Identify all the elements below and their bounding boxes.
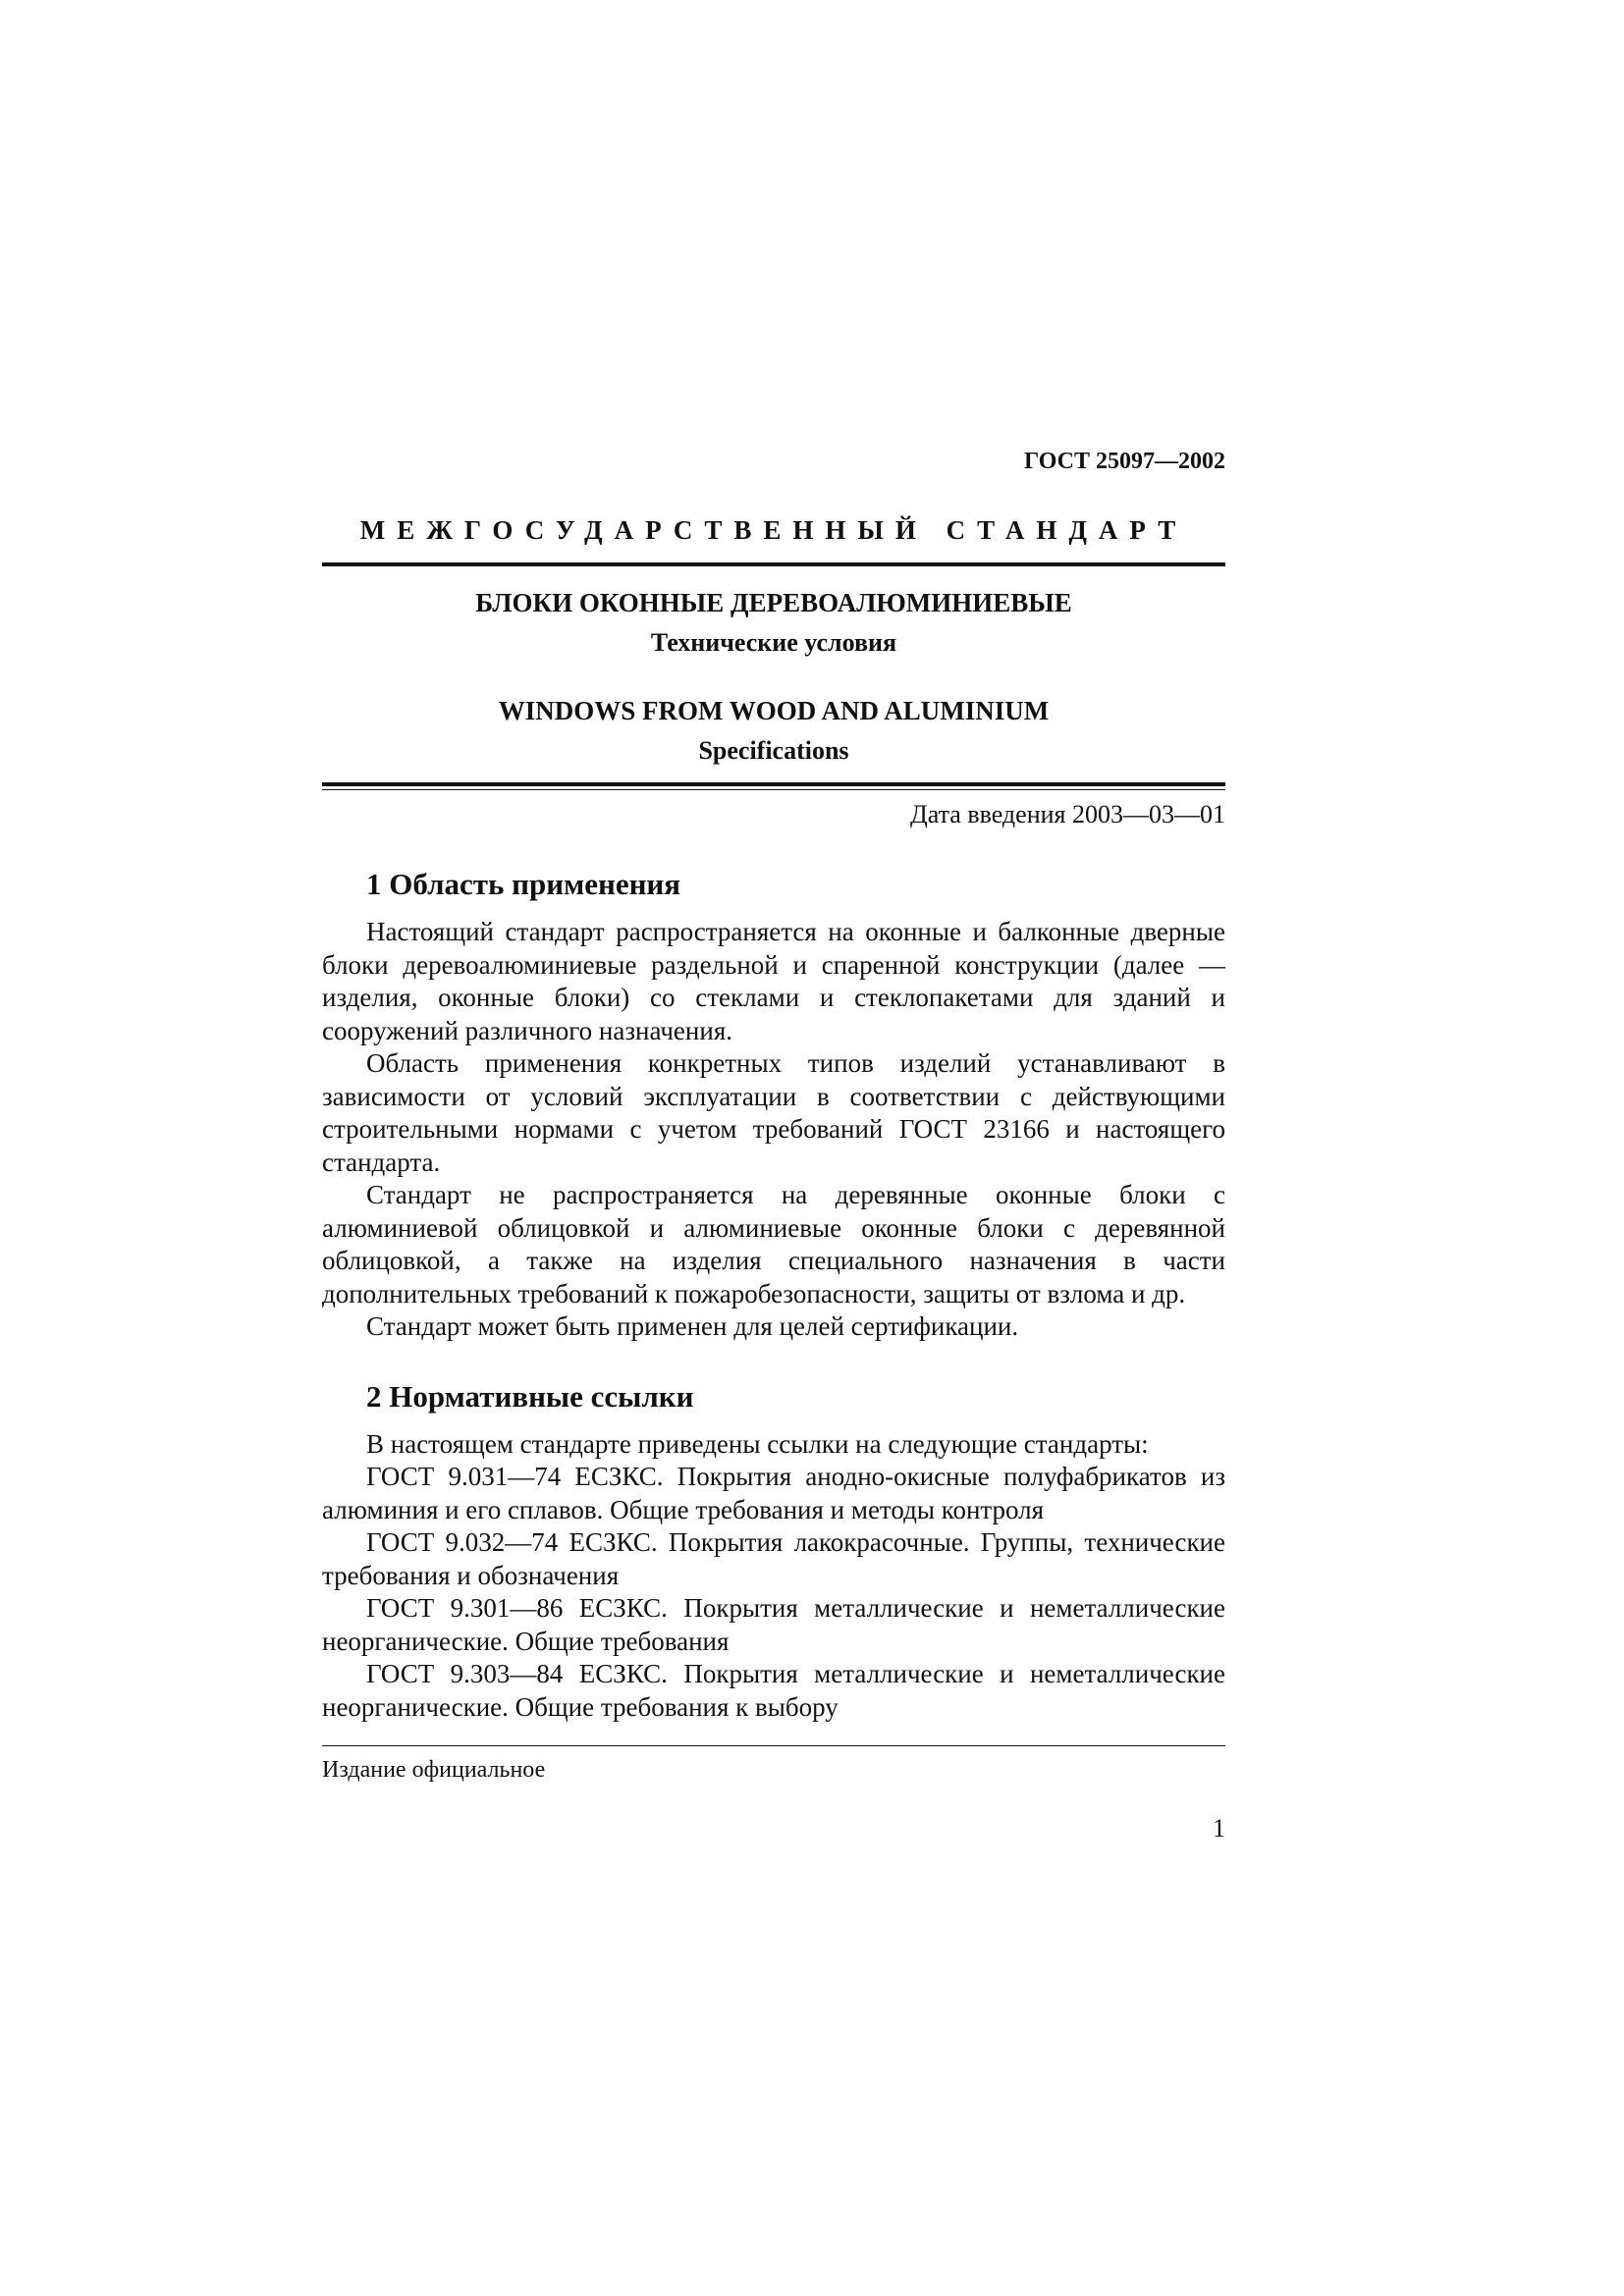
paragraph: В настоящем стандарте приведены ссылки на следующие стандарты:: [366, 1428, 1149, 1459]
reference-item: ГОСТ 9.031—74 ЕСЗКС. Покрытия анодно-окисные полуфабрикатов из алюминия и его сплавов. Общие требования и методы контроля: [322, 1462, 1225, 1524]
reference-item: ГОСТ 9.303—84 ЕСЗКС. Покрытия металлические и неметаллические неорганические. Общие требования к выбору: [322, 1659, 1225, 1722]
title-english: WINDOWS FROM WOOD AND ALUMINIUM: [498, 696, 1050, 725]
footnote-divider: [322, 1745, 1225, 1746]
title-russian: БЛОКИ ОКОННЫЕ ДЕРЕВОАЛЮМИНИЕВЫЕ: [475, 588, 1072, 617]
section-heading: 1 Область применения: [366, 867, 681, 901]
section-heading: 2 Нормативные ссылки: [366, 1378, 694, 1414]
standard-number: ГОСТ 25097—2002: [1024, 449, 1225, 474]
title-divider: [322, 782, 1225, 790]
reference-item: ГОСТ 9.032—74 ЕСЗКС. Покрытия лакокрасочные. Группы, технические требования и обозначения: [322, 1527, 1225, 1590]
header-divider: [322, 562, 1225, 566]
paragraph: Стандарт не распространяется на деревянные оконные блоки с алюминиевой облицовкой и алюминиевые оконные блоки с деревянной облицовкой, а также на изделия специального назначения в части дополнительных требований к пожаробезопасности, защиты от взлома и др.: [322, 1180, 1225, 1308]
standard-kind: МЕЖГОСУДАРСТВЕННЫЙ СТАНДАРТ: [359, 515, 1188, 545]
subtitle-english: Specifications: [698, 736, 849, 765]
page-number: 1: [1213, 1814, 1225, 1842]
paragraph: Настоящий стандарт распространяется на оконные и балконные дверные блоки деревоалюминиевые раздельной и спаренной конструкции (далее — изделия, оконные блоки) со стеклами и стеклопакетами для зданий и сооружений различного назначения.: [322, 917, 1225, 1045]
page-content: [322, 447, 1225, 1844]
paragraph: Область применения конкретных типов изделий устанавливают в зависимости от условий эксплуатации в соответствии с действующими строительными нормами с учетом требований ГОСТ 23166 и настоящего стандарта.: [322, 1048, 1225, 1177]
edition-note: Издание официальное: [322, 1757, 546, 1783]
introduction-date: Дата введения 2003—03—01: [910, 800, 1225, 828]
section-scope: [322, 865, 1225, 1344]
subtitle-russian: Технические условия: [650, 628, 897, 657]
reference-item: ГОСТ 9.301—86 ЕСЗКС. Покрытия металлические и неметаллические неорганические. Общие требования: [322, 1593, 1225, 1656]
section-normative-references: [322, 1377, 1225, 1725]
paragraph: Стандарт может быть применен для целей сертификации.: [366, 1311, 1019, 1341]
